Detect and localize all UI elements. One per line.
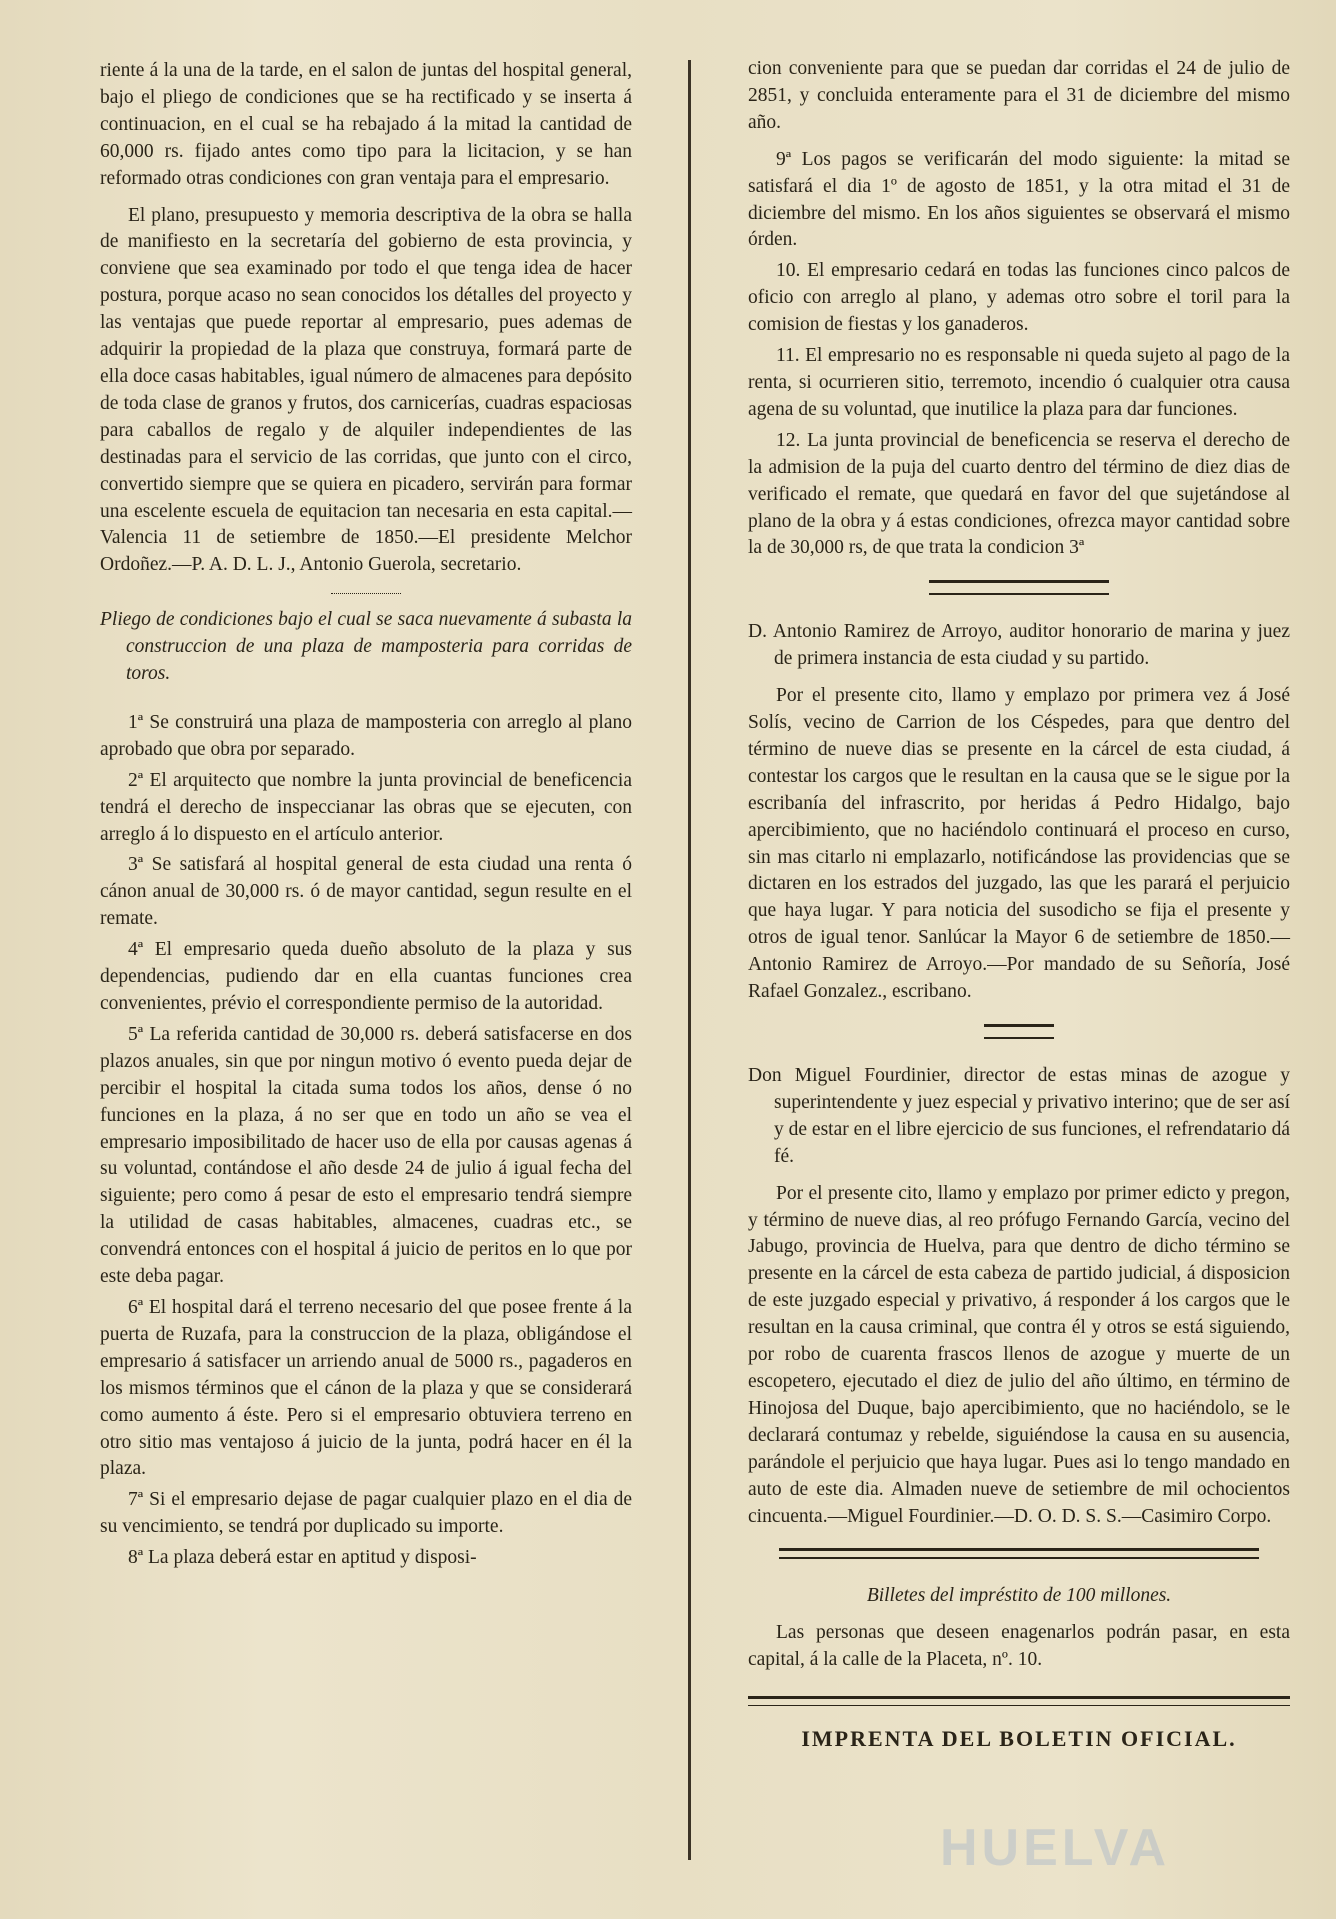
- column-divider: [688, 60, 691, 1860]
- condition-item: 3ª Se satisfará al hospital general de esta ciudad una renta ó cánon anual de 30,000 rs. ó de mayor cantidad, segun resulte en el remate.: [100, 854, 632, 930]
- edict-1-body: Por el presente cito, llamo y emplazo por primera vez á José Solís, vecino de Carrion de los Céspedes, para que dentro del término de nueve dias se presente en la cárcel de esta ciudad, á contestar los cargos que le resultan en la causa que se le sigue por la escribanía del infrascrito, por heridas á Pedro Hidalgo, bajo apercibimiento, que no haciéndolo continuará el proceso en curso, sin mas citarlo ni emplazarlo, notificándose las providencias que se dictaren en los estrados del juzgado, las que les parará el perjuicio que haya lugar. Y para noticia del susodicho se fija el presente y otros de igual tenor. Sanlúcar la Mayor 6 de setiembre de 1850.—Antonio Ramirez de Arroyo.—Por mandado de su Señoría, José Rafael Gonzalez., escribano.: [748, 685, 1290, 1003]
- small-divider: [331, 593, 401, 597]
- edict-2-heading: Don Miguel Fourdinier, director de estas minas de azogue y superintendente y juez especial y privativo interino; que de ser así y de estar en el libre ejercicio de sus funciones, el refrendatario dá fé.: [748, 1065, 1290, 1167]
- edict-1-heading: D. Antonio Ramirez de Arroyo, auditor honorario de marina y juez de primera instancia de esta ciudad y su partido.: [748, 621, 1290, 670]
- printer-imprint: IMPRENTA DEL BOLETIN OFICIAL.: [801, 1726, 1237, 1752]
- section-ornament: [929, 580, 1109, 595]
- condition-item: 5ª La referida cantidad de 30,000 rs. deberá satisfacerse en dos plazos anuales, sin que por ningun motivo ó evento pueda dejar de percibir el hospital la citada suma todos los años, dense ó no funciones en la plaza, á no ser que en todo un año se vea el empresario imposibilitado de hacer uso de ella por causas agenas á su voluntad, contándose el año desde 24 de julio á igual fecha del siguiente; pero como á pesar de esto el empresario tendrá siempre la utilidad de casas habitables, almacenes, cuadras etc., se convendrá entonces con el hospital á juicio de peritos en lo que por este deba pagar.: [100, 1023, 632, 1288]
- conditions-heading: Pliego de condiciones bajo el cual se saca nuevamente á subasta la construccion de una plaza de mamposteria para corridas de toros.: [100, 609, 632, 685]
- condition-item: 7ª Si el empresario dejase de pagar cualquier plazo en el dia de su vencimiento, se tendrá por duplicado su importe.: [100, 1489, 632, 1538]
- condition-item: 8ª La plaza deberá estar en aptitud y disposi-: [128, 1547, 477, 1569]
- condition-item: 12. La junta provincial de beneficencia se reserva el derecho de la admision de la puja del cuarto dentro del término de diez dias de verificado el remate, que quedará en favor del que sujetándose al plano de la obra y á estas condiciones, ofrezca mayor cantidad sobre la de 30,000 rs, de que trata la condicion 3ª: [748, 429, 1290, 559]
- section-ornament: [779, 1548, 1259, 1559]
- footer-rule: [748, 1696, 1290, 1706]
- condition-item: cion conveniente para que se puedan dar corridas el 24 de julio de 2851, y concluida enteramente para el 31 de diciembre del mismo año.: [748, 58, 1290, 133]
- paragraph-plan: El plano, presupuesto y memoria descriptiva de la obra se halla de manifiesto en la secretaría del gobierno de esta provincia, y conviene que sea examinado por todo el que tenga idea de hacer postura, porque acaso no sean conocidos los détalles del proyecto y las ventajas que puede reportar al empresario, pues ademas de adquirir la propiedad de la plaza que construya, formará parte de ella doce casas habitables, igual número de almacenes para depósito de toda clase de granos y frutos, dos carnicerías, cuadras espaciosas para caballos de regalo y de alquiler independientes de las destinadas para el servicio de las corridas, que junto con el circo, convertido siempre que se quiera en picadero, servirán para formar una escelente escuela de equitacion tan necesaria en esta capital.—Valencia 11 de setiembre de 1850.—El presidente Melchor Ordoñez.—P. A. D. L. J., Antonio Guerola, secretario.: [100, 204, 632, 576]
- library-watermark: HUELVA: [940, 1819, 1171, 1877]
- condition-item: 11. El empresario no es responsable ni queda sujeto al pago de la renta, si ocurrieren sitio, terremoto, incendio ó cualquier otra causa agena de su voluntad, que inutilice la plaza para dar funciones.: [748, 345, 1290, 420]
- condition-item: 4ª El empresario queda dueño absoluto de la plaza y sus dependencias, pudiendo dar en ella cuantas funciones crea convenientes, prévio el correspondiente permiso de la autoridad.: [100, 939, 632, 1014]
- condition-item: 1ª Se construirá una plaza de mamposteria con arreglo al plano aprobado que obra por separado.: [100, 711, 632, 760]
- condition-item: 6ª El hospital dará el terreno necesario del que posee frente á la puerta de Ruzafa, para la construccion de la plaza, obligándose el empresario á satisfacer un arriendo anual de 5000 rs., pagaderos en los mismos términos que el cánon de la plaza y que se considerará como aumento á éste. Pero si el empresario obtuviera terreno en otro sitio mas ventajoso á juicio de la junta, podrá hacer en él la plaza.: [100, 1296, 632, 1480]
- edict-2-body: Por el presente cito, llamo y emplazo por primer edicto y pregon, y término de nueve dias, al reo prófugo Fernando García, vecino del Jabugo, provincia de Huelva, para que dentro de dicho término se presente en la cárcel de esta cabeza de partido judicial, á disposicion de este juzgado especial y privativo, á responder á los cargos que le resultan en la causa criminal, que contra él y otros se está siguiendo, por robo de cuarenta frascos llenos de azogue y muerte de un escopetero, ejecutado el diez de julio del año último, en término de Hinojosa del Duque, bajo apercibimiento, que no haciéndolo, se le declarará contumaz y rebelde, siguiéndose la causa en su ausencia, parándole el perjuicio que haya lugar. Pues asi lo tengo mandado en auto de este dia. Almaden nueve de setiembre de mil ochocientos cincuenta.—Miguel Fourdinier.—D. O. D. S. S.—Casimiro Corpo.: [748, 1182, 1290, 1527]
- notice-heading: Billetes del impréstito de 100 millones.: [866, 1585, 1172, 1607]
- section-ornament: [984, 1024, 1054, 1039]
- left-column: [100, 58, 632, 1576]
- condition-item: 2ª El arquitecto que nombre la junta provincial de beneficencia tendrá el derecho de inspeccianar las obras que se ejecuten, con arreglo á lo dispuesto en el artículo anterior.: [100, 769, 632, 845]
- notice-body: Las personas que deseen enagenarlos podrán pasar, en esta capital, á la calle de la Placeta, nº. 10.: [748, 1622, 1290, 1671]
- paragraph-intro: riente á la una de la tarde, en el salon de juntas del hospital general, bajo el pliego de condiciones que se ha rectificado y se inserta á continuacion, en el cual se ha rebajado á la mitad la cantidad de 60,000 rs. fijado antes como tipo para la licitacion, y se han reformado otras condiciones con gran ventaja para el empresario.: [100, 60, 632, 189]
- condition-item: 10. El empresario cedará en todas las funciones cinco palcos de oficio con arreglo al plano, y ademas otro sobre el toril para la comision de fiestas y los ganaderos.: [748, 260, 1290, 336]
- condition-item: 9ª Los pagos se verificarán del modo siguiente: la mitad se satisfará el dia 1º de agosto de 1851, y la otra mitad el 31 de diciembre del mismo. En los años siguientes se observará el mismo órden.: [748, 148, 1290, 251]
- right-column: [748, 56, 1290, 1754]
